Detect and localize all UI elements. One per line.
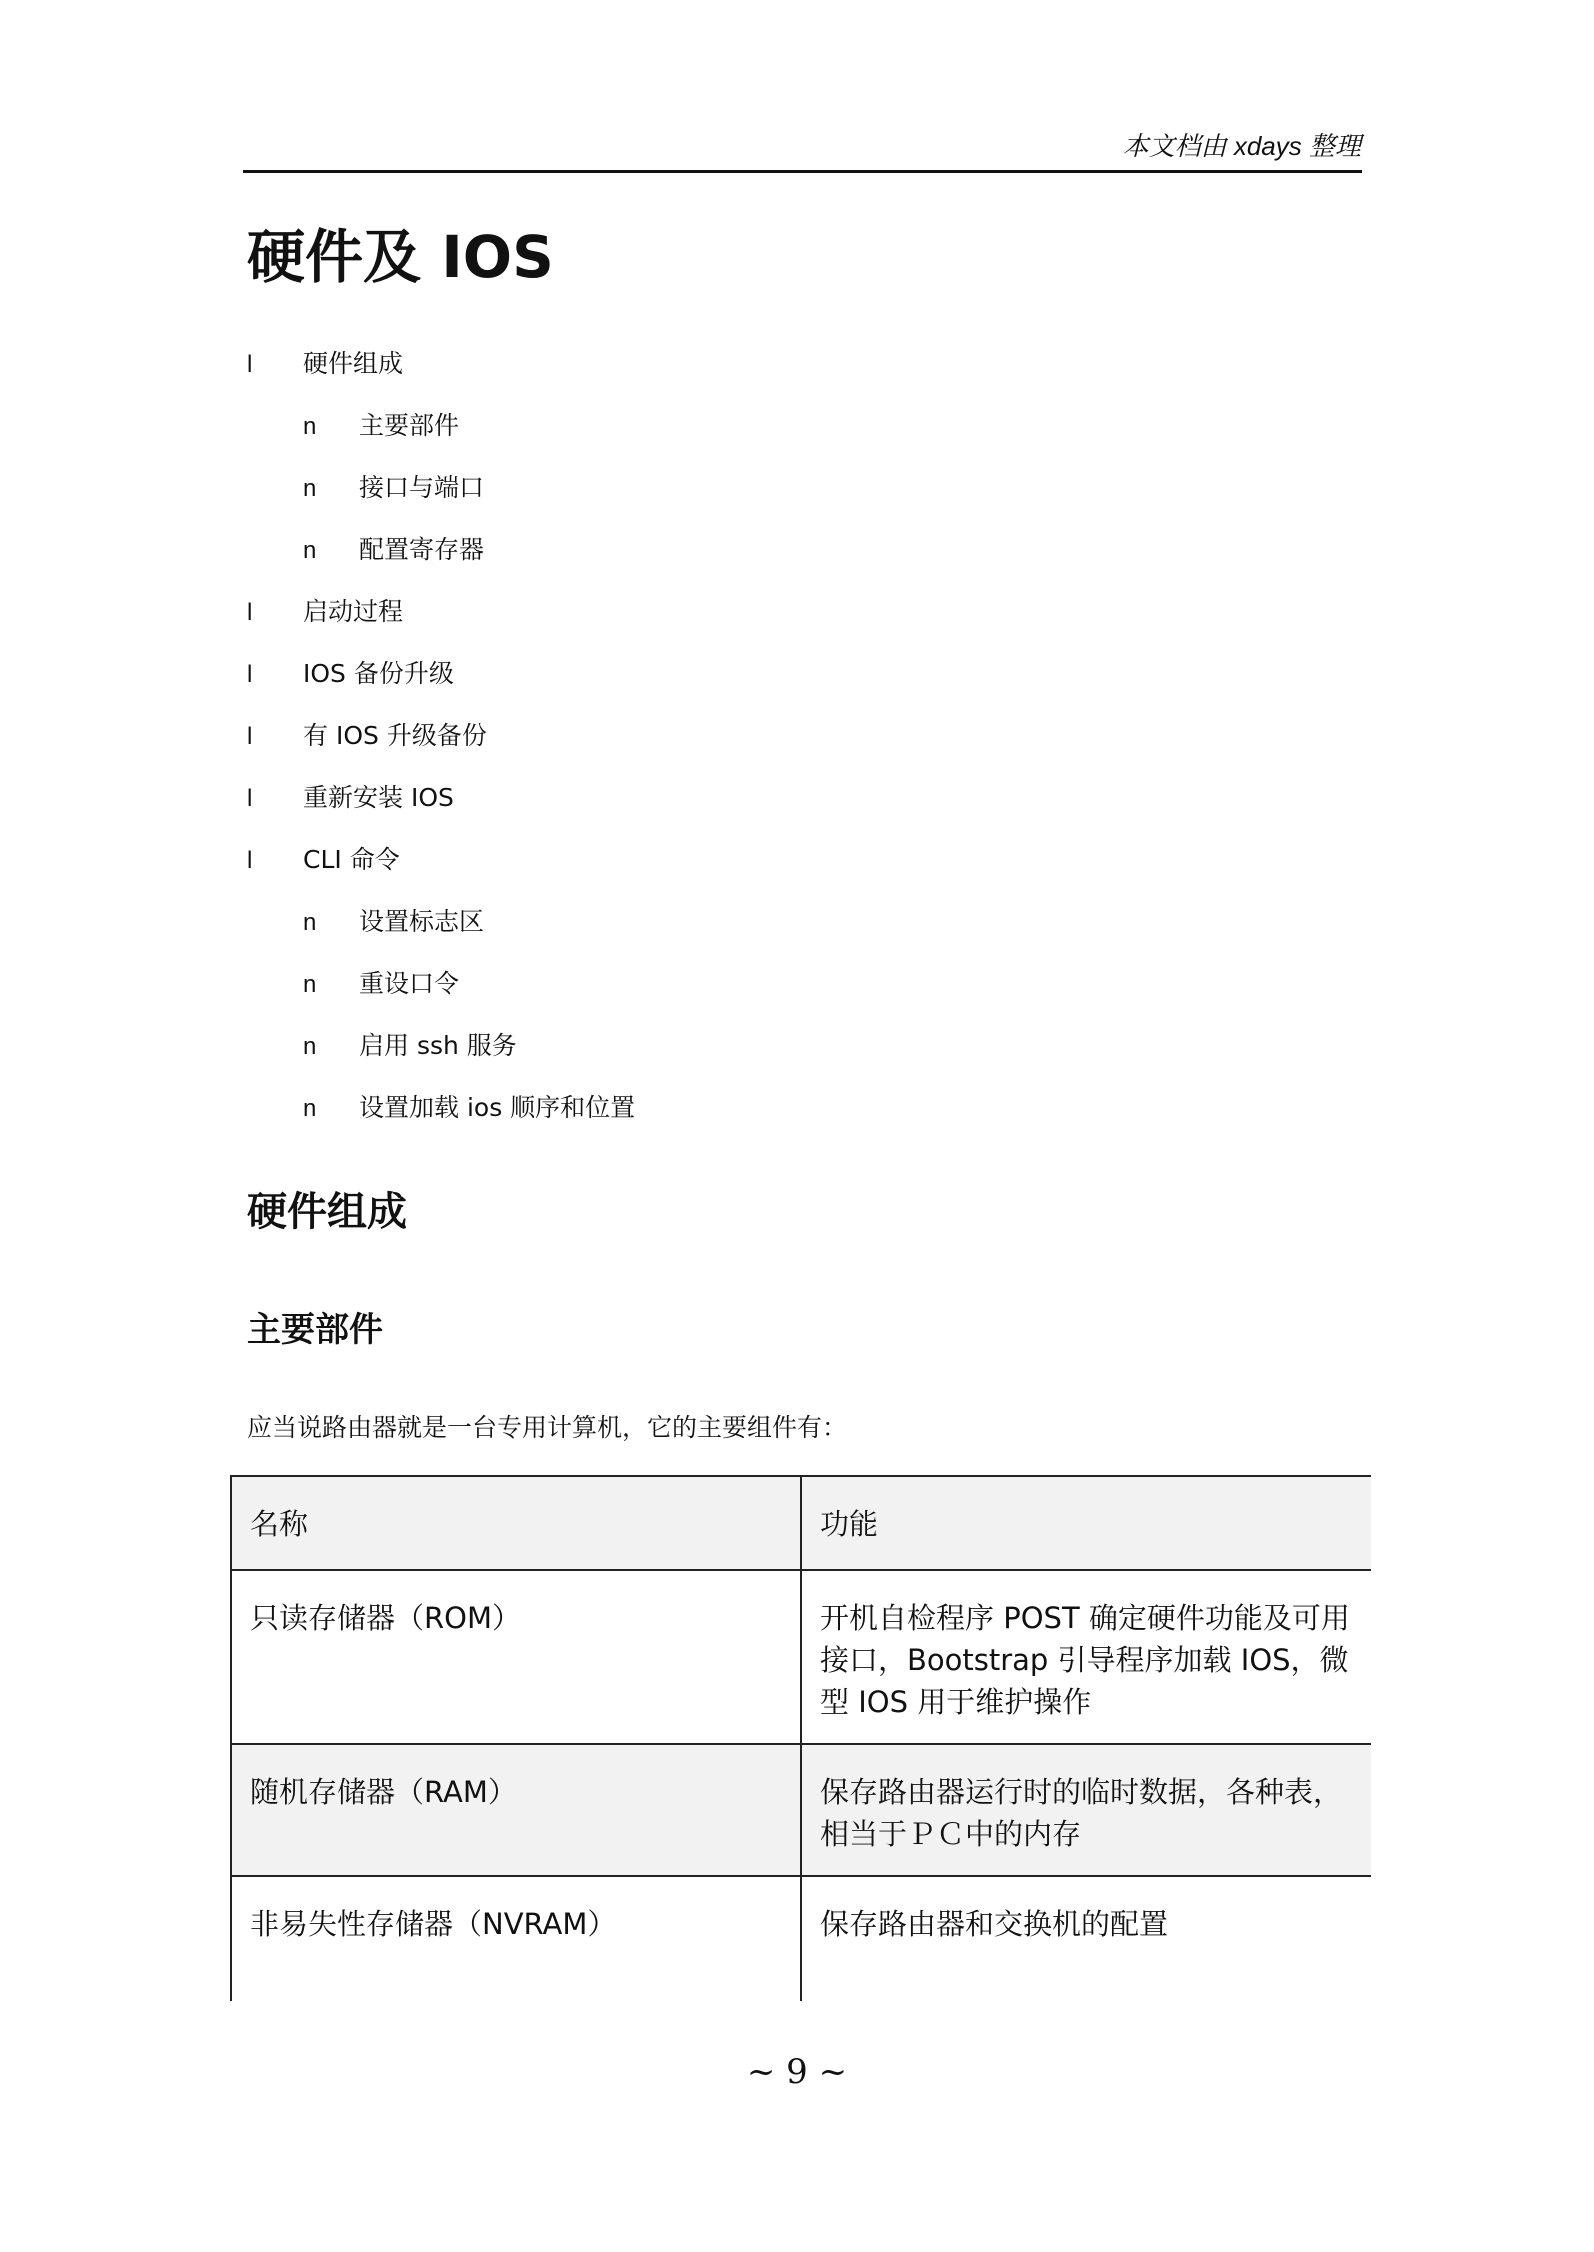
toc-item: [303, 530, 484, 566]
section-heading: 硬件组成: [247, 1189, 407, 1235]
toc-item: [303, 1026, 517, 1062]
bullet-icon: n: [303, 413, 317, 440]
toc-item-label: 启用 ssh 服务: [359, 1031, 517, 1060]
toc-item: [303, 406, 459, 442]
toc-item-label: 重新安装 IOS: [303, 783, 454, 812]
toc-item: [247, 840, 400, 876]
column-header-name: 名称: [231, 1476, 801, 1570]
component-function-cell: 保存路由器运行时的临时数据，各种表，相当于ＰＣ中的内存: [801, 1744, 1371, 1876]
components-table-wrapper: [230, 1475, 1371, 2001]
toc-item-label: 设置加载 ios 顺序和位置: [359, 1093, 636, 1122]
bullet-icon: l: [247, 785, 253, 812]
toc-item-label: 有 IOS 升级备份: [303, 721, 487, 750]
toc-item: [303, 468, 484, 504]
bullet-icon: n: [303, 1095, 317, 1122]
intro-paragraph: 应当说路由器就是一台专用计算机，它的主要组件有：: [247, 1413, 848, 1442]
bullet-icon: l: [247, 351, 253, 378]
column-header-function: 功能: [801, 1476, 1371, 1570]
toc-item: [303, 964, 459, 1000]
table-row: [231, 1570, 1371, 1744]
bullet-icon: n: [303, 475, 317, 502]
component-name-cell: 随机存储器（RAM）: [231, 1744, 801, 1876]
component-function-cell: 保存路由器和交换机的配置: [801, 1876, 1371, 2001]
component-name-cell: 非易失性存储器（NVRAM）: [231, 1876, 801, 2001]
page-title: 硬件及 IOS: [247, 223, 554, 291]
components-table: [230, 1475, 1371, 2001]
page-number: ~ 9 ~: [746, 2052, 848, 2092]
bullet-icon: l: [247, 847, 253, 874]
component-function-cell: 开机自检程序 POST 确定硬件功能及可用接口，Bootstrap 引导程序加载 IOS，微型 IOS 用于维护操作: [801, 1570, 1371, 1744]
toc-item: [247, 344, 403, 380]
toc-item-label: IOS 备份升级: [303, 659, 454, 688]
bullet-icon: l: [247, 599, 253, 626]
toc-item-label: 主要部件: [359, 411, 460, 440]
table-row: [231, 1876, 1371, 2001]
toc-item: [303, 1088, 635, 1124]
bullet-icon: l: [247, 723, 253, 750]
toc-item: [247, 592, 403, 628]
component-name-cell: 只读存储器（ROM）: [231, 1570, 801, 1744]
toc-item: [247, 716, 487, 752]
bullet-icon: n: [303, 909, 317, 936]
bullet-icon: n: [303, 1033, 317, 1060]
table-header-row: [231, 1476, 1371, 1570]
toc-item-label: 设置标志区: [359, 907, 485, 936]
toc-item: [247, 654, 454, 690]
toc-item-label: 启动过程: [303, 597, 404, 626]
document-header-note: 本文档由 xdays 整理: [1122, 131, 1361, 161]
bullet-icon: l: [247, 661, 253, 688]
header-divider: [243, 170, 1362, 173]
toc-item-label: 接口与端口: [359, 473, 485, 502]
toc-item-label: 重设口令: [359, 969, 460, 998]
toc-item-label: 硬件组成: [303, 349, 404, 378]
table-row: [231, 1744, 1371, 1876]
subsection-heading: 主要部件: [247, 1310, 383, 1350]
toc-item: [303, 902, 484, 938]
toc-item-label: 配置寄存器: [359, 535, 485, 564]
bullet-icon: n: [303, 537, 317, 564]
toc-item: [247, 778, 454, 814]
toc-item-label: CLI 命令: [303, 845, 400, 874]
bullet-icon: n: [303, 971, 317, 998]
